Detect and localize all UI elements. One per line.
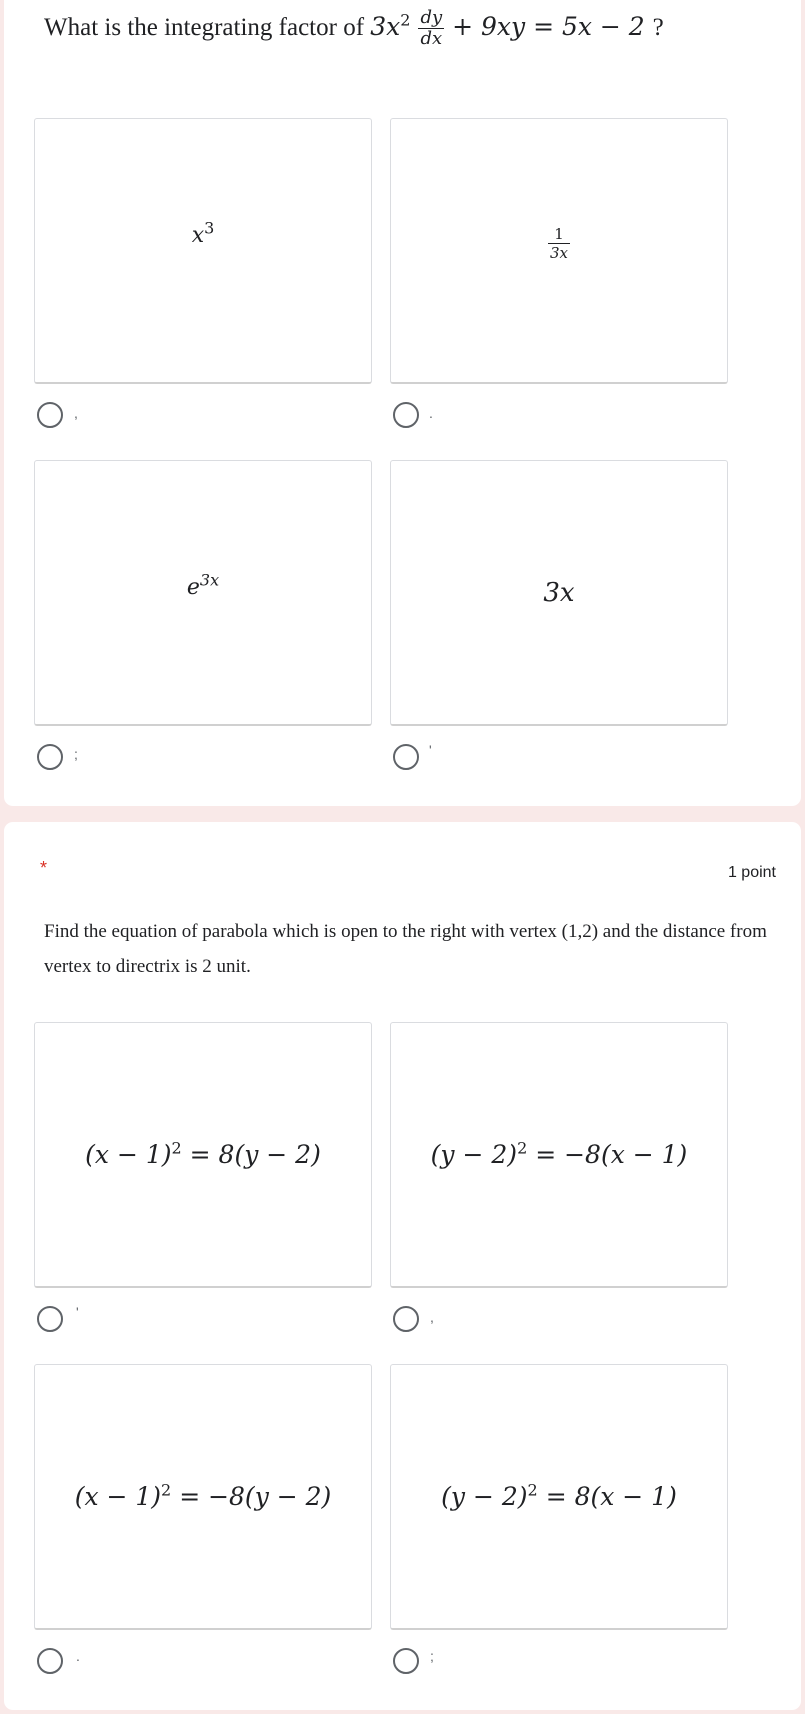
q1-a-sup: 3 <box>204 218 215 238</box>
q2-c-right: = −8(y − 2) <box>179 1482 332 1511</box>
q2-c-left: (x − 1) <box>74 1482 162 1511</box>
q2-option-c-math <box>75 1482 332 1511</box>
q1-b-num: 1 <box>548 225 570 244</box>
q2-option-a-label: ' <box>76 1304 79 1320</box>
q2-c-sup: 2 <box>161 1480 172 1500</box>
question-card-1 <box>4 0 801 806</box>
q1-option-c-math <box>186 570 220 600</box>
q1-option-c-image[interactable] <box>34 460 372 726</box>
q2-option-d-radio[interactable] <box>393 1648 419 1674</box>
q2-a-left: (x − 1) <box>85 1140 172 1169</box>
q1-option-c-radio[interactable] <box>37 744 63 770</box>
q2-option-b-radio[interactable] <box>393 1306 419 1332</box>
question-1-prefix: What is the integrating factor of <box>44 14 365 41</box>
required-asterisk: * <box>40 858 48 878</box>
q2-option-c-radio[interactable] <box>37 1648 63 1674</box>
question-1-equation <box>370 7 652 49</box>
question-card-2 <box>4 822 801 1710</box>
q1-option-b-radio[interactable] <box>393 402 419 428</box>
q2-option-d-image[interactable] <box>390 1364 728 1630</box>
q1-option-c-label: ; <box>74 746 78 762</box>
eq-rest: + 9xy = 5x − 2 <box>452 12 645 41</box>
question-1-title <box>44 8 664 49</box>
q1-option-a-math <box>191 218 215 248</box>
q2-a-sup: 2 <box>171 1138 182 1158</box>
q2-option-a-math <box>85 1140 321 1169</box>
q1-option-d-math: 3x <box>543 577 575 608</box>
q2-option-d-label: ; <box>430 1648 434 1664</box>
q2-option-b-image[interactable] <box>390 1022 728 1288</box>
q1-option-d-image[interactable] <box>390 460 728 726</box>
eq-derivative <box>418 8 444 49</box>
q1-option-d-label: ' <box>429 742 432 758</box>
q1-c-sup: 3x <box>199 570 220 590</box>
q1-option-a-label: , <box>74 405 78 421</box>
q1-option-b-label: . <box>429 405 433 421</box>
eq-coef: 3x <box>370 12 401 41</box>
eq-frac-num: dy <box>420 7 443 28</box>
q1-option-d-radio[interactable] <box>393 744 419 770</box>
q1-option-b-image[interactable] <box>390 118 728 384</box>
eq-frac-den: dx <box>420 28 443 49</box>
q2-d-right: = 8(x − 1) <box>545 1482 677 1511</box>
q1-b-den: 3x <box>549 244 568 262</box>
points-label: 1 point <box>727 864 776 881</box>
question-1-suffix: ? <box>652 14 664 41</box>
q2-option-d-math <box>441 1482 677 1511</box>
q2-d-sup: 2 <box>527 1480 538 1500</box>
q2-option-a-radio[interactable] <box>37 1306 63 1332</box>
q2-d-left: (y − 2) <box>441 1482 528 1511</box>
q1-c-base: e <box>186 575 200 600</box>
q2-option-b-math <box>431 1140 688 1169</box>
q2-b-right: = −8(x − 1) <box>535 1140 688 1169</box>
q1-option-a-radio[interactable] <box>37 402 63 428</box>
q1-option-b-math <box>548 225 570 262</box>
q2-option-a-image[interactable] <box>34 1022 372 1288</box>
question-2-text: Find the equation of parabola which is open to the right with vertex (1,2) and the distance from vertex to directrix is 2 unit. <box>44 921 767 977</box>
eq-sup: 2 <box>400 10 411 30</box>
q2-b-sup: 2 <box>517 1138 528 1158</box>
q1-option-a-image[interactable] <box>34 118 372 384</box>
q2-b-left: (y − 2) <box>430 1140 518 1169</box>
q2-a-right: = 8(y − 2) <box>189 1140 321 1169</box>
q2-option-b-label: , <box>430 1309 434 1325</box>
q2-option-c-label: . <box>76 1648 80 1664</box>
q2-option-c-image[interactable] <box>34 1364 372 1630</box>
q1-a-base: x <box>191 223 205 248</box>
